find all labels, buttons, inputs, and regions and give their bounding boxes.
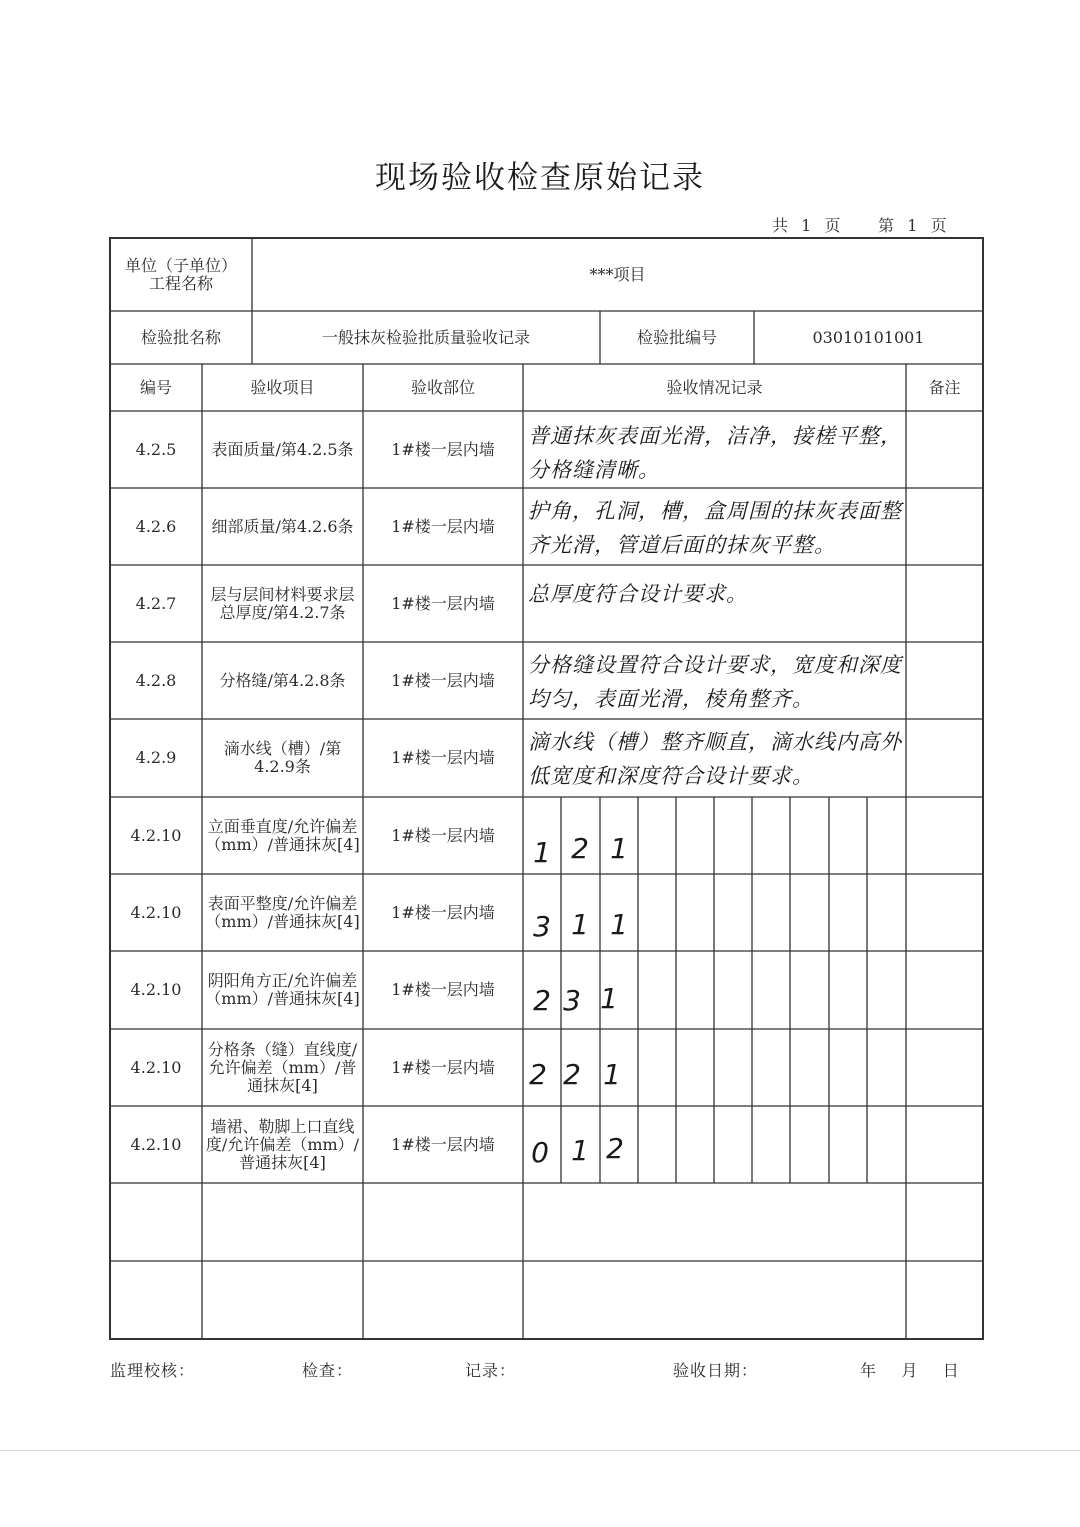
page-title: 现场验收检查原始记录 xyxy=(375,160,705,196)
row-location: 1#楼一层内墙 xyxy=(391,1057,495,1077)
deviation-value: 1 xyxy=(600,982,618,1015)
row-no: 4.2.10 xyxy=(130,1057,182,1077)
row-item: 层与层间材料要求层总厚度/第4.2.7条 xyxy=(210,584,355,622)
handwritten-record: 总厚度符合设计要求。 xyxy=(528,582,748,606)
col-header-item: 验收项目 xyxy=(250,377,315,397)
row-no: 4.2.10 xyxy=(130,980,182,999)
page-count: 共 1 页 第 1 页 xyxy=(772,216,948,235)
row-no: 4.2.9 xyxy=(135,748,177,767)
deviation-value: 0 xyxy=(531,1136,549,1169)
deviation-value: 2 xyxy=(533,984,551,1017)
col-header-location: 验收部位 xyxy=(410,377,475,397)
deviation-value: 3 xyxy=(533,910,551,943)
handwritten-record: 滴水线（槽）整齐顺直，滴水线内高外低宽度和深度符合设计要求。 xyxy=(528,730,902,788)
deviation-value: 3 xyxy=(563,984,581,1017)
date-label: 验收日期： xyxy=(673,1361,759,1380)
row-item: 墙裙、勒脚上口直线度/允许偏差（mm）/普通抹灰[4] xyxy=(205,1116,360,1172)
row-no: 4.2.8 xyxy=(135,670,177,690)
handwritten-record: 普通抹灰表面光滑，洁净，接槎平整，分格缝清晰。 xyxy=(528,424,902,482)
date-units: 年 月 日 xyxy=(860,1361,960,1380)
row-item: 分格缝/第4.2.8条 xyxy=(219,670,346,690)
row-no: 4.2.10 xyxy=(130,1134,182,1154)
batch-name-label: 检验批名称 xyxy=(140,327,221,347)
row-no: 4.2.6 xyxy=(135,516,177,536)
deviation-value: 1 xyxy=(610,832,628,865)
row-location: 1#楼一层内墙 xyxy=(391,902,495,922)
col-header-no: 编号 xyxy=(139,377,172,397)
deviation-value: 1 xyxy=(610,908,628,941)
batch-no-value: 03010101001 xyxy=(812,327,925,347)
unit-value: ***项目 xyxy=(589,264,646,284)
row-location: 1#楼一层内墙 xyxy=(391,439,495,459)
row-location: 1#楼一层内墙 xyxy=(391,516,495,536)
row-no: 4.2.7 xyxy=(135,593,177,613)
row-item: 细部质量/第4.2.6条 xyxy=(211,516,354,536)
row-item: 滴水线（槽）/第4.2.9条 xyxy=(223,739,342,776)
deviation-value: 1 xyxy=(603,1058,621,1091)
row-item: 表面平整度/允许偏差（mm）/普通抹灰[4] xyxy=(205,893,360,931)
row-no: 4.2.10 xyxy=(130,902,182,922)
col-header-record: 验收情况记录 xyxy=(666,377,763,397)
row-item: 立面垂直度/允许偏差（mm）/普通抹灰[4] xyxy=(205,816,360,854)
recorder-label: 记录： xyxy=(465,1361,517,1380)
row-no: 4.2.5 xyxy=(135,439,177,459)
row-no: 4.2.10 xyxy=(130,825,182,845)
scan-edge-divider xyxy=(0,1450,1080,1451)
row-location: 1#楼一层内墙 xyxy=(391,748,495,767)
deviation-value: 1 xyxy=(533,836,551,869)
handwritten-record: 护角，孔洞，槽，盒周围的抹灰表面整齐光滑，管道后面的抹灰平整。 xyxy=(528,499,902,557)
deviation-value: 2 xyxy=(606,1132,624,1165)
col-header-remark: 备注 xyxy=(928,377,961,397)
row-location: 1#楼一层内墙 xyxy=(391,825,495,845)
row-item: 表面质量/第4.2.5条 xyxy=(211,439,354,459)
supervisor-label: 监理校核： xyxy=(110,1361,196,1380)
deviation-value: 2 xyxy=(529,1058,547,1091)
deviation-value: 2 xyxy=(563,1058,581,1091)
batch-name-value: 一般抹灰检验批质量验收记录 xyxy=(321,327,530,347)
check-label: 检查： xyxy=(302,1361,354,1380)
row-location: 1#楼一层内墙 xyxy=(391,593,495,613)
handwritten-record: 分格缝设置符合设计要求，宽度和深度均匀，表面光滑，棱角整齐。 xyxy=(528,653,902,711)
deviation-value: 1 xyxy=(571,1134,589,1167)
batch-no-label: 检验批编号 xyxy=(636,327,717,347)
row-item: 分格条（缝）直线度/允许偏差（mm）/普通抹灰[4] xyxy=(207,1039,358,1095)
row-location: 1#楼一层内墙 xyxy=(391,1134,495,1154)
deviation-value: 1 xyxy=(571,908,589,941)
row-item: 阴阳角方正/允许偏差（mm）/普通抹灰[4] xyxy=(205,971,360,1008)
deviation-value: 2 xyxy=(571,832,589,865)
unit-label: 单位（子单位） 工程名称 xyxy=(124,255,237,293)
row-location: 1#楼一层内墙 xyxy=(391,670,495,690)
row-location: 1#楼一层内墙 xyxy=(391,980,495,999)
